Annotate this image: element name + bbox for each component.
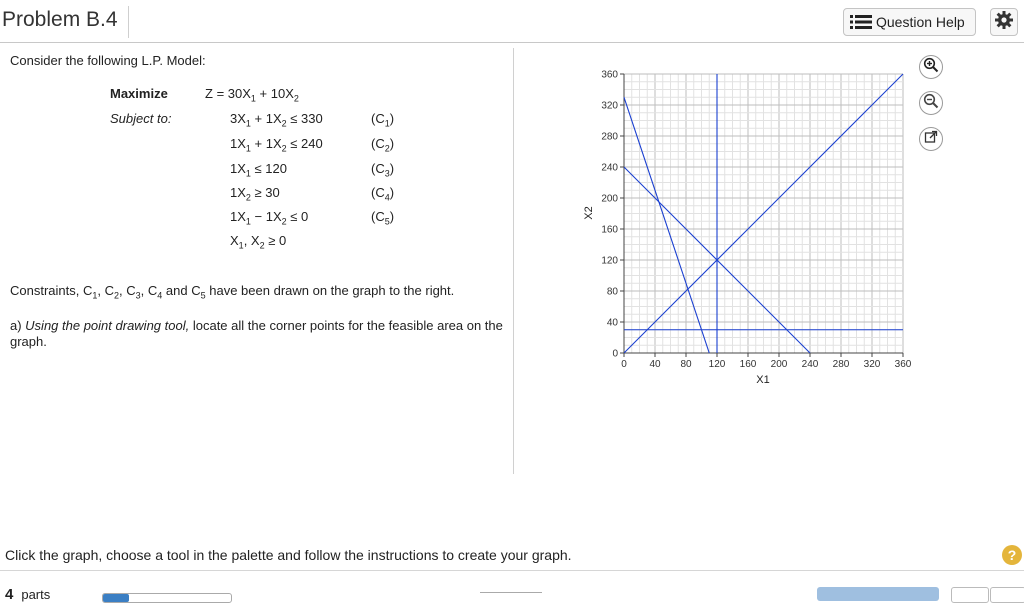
x-tick-label: 160 (739, 359, 757, 370)
y-tick-label: 40 (606, 317, 618, 329)
top-bar (0, 0, 1024, 43)
x-tick-label: 200 (770, 359, 788, 370)
y-tick-label: 0 (612, 348, 618, 360)
lp-graph[interactable] (576, 62, 916, 392)
y-tick-label: 200 (601, 193, 618, 205)
constraint-c3: $1X_1 \le 120$ (230, 161, 287, 179)
constraint-label-c2: $(C_2)$ (371, 136, 395, 154)
constraint-c5: $1X_1 - 1X_2 \le 0$ (230, 209, 309, 227)
y-tick-label: 280 (601, 131, 618, 143)
clear-all-button[interactable] (480, 592, 542, 601)
zoom-out-button[interactable] (919, 91, 943, 115)
problem-title: Problem B.4 (2, 8, 118, 31)
constraint-label-c3: $(C_3)$ (371, 161, 395, 179)
question-help-button[interactable] (843, 8, 976, 36)
constraint-label-c5: $(C_5)$ (371, 209, 395, 227)
x-tick-label: 80 (680, 359, 692, 370)
y-tick-label: 240 (601, 162, 618, 174)
panel-divider (513, 48, 514, 474)
y-tick-label: 120 (601, 255, 618, 267)
footer-divider (0, 570, 1024, 571)
objective-function: $Z = 30X_1 + 10X_2$ (205, 86, 299, 104)
y-tick-label: 160 (601, 224, 618, 236)
x-tick-label: 320 (863, 359, 881, 370)
constraint-c4: $1X_2 \ge 30$ (230, 185, 280, 203)
zoom-in-button[interactable] (919, 55, 943, 79)
next-button[interactable] (990, 587, 1024, 603)
gear-icon (994, 10, 1014, 35)
subject-to-label: Subject to: (110, 111, 172, 126)
constraint-c2: $1X_1 + 1X_2 \le 240$ (230, 136, 323, 154)
question-help-label: Question Help (876, 14, 965, 30)
popout-button[interactable] (919, 127, 943, 151)
x-tick-label: 360 (894, 359, 912, 370)
parts-label: parts (21, 587, 51, 602)
parts-indicator (5, 586, 50, 603)
nonnegativity-constraint: $X_1$, $X_2 \ge 0$ (230, 233, 287, 251)
constraints-drawn-note: Constraints, $C_1$, $C_2$, $C_3$, $C_4$ and $C_5$ have been drawn on the graph to the right. (10, 283, 455, 301)
parts-count: 4 (5, 586, 14, 603)
constraint-c1: $3X_1 + 1X_2 \le 330$ (230, 111, 323, 129)
settings-button[interactable] (990, 8, 1018, 36)
previous-button[interactable] (951, 587, 989, 603)
part-a-question: a) Using the point drawing tool, locate all the corner points for the feasible area on the graph. (10, 318, 503, 349)
y-tick-label: 360 (601, 69, 618, 81)
x-tick-label: 240 (801, 359, 819, 370)
parts-progress-fill (103, 594, 129, 602)
zoom-out-icon (923, 93, 939, 114)
constraint-label-c1: $(C_1)$ (371, 111, 395, 129)
help-button[interactable]: ? (1002, 545, 1022, 565)
y-axis-label: X2 (583, 206, 595, 220)
maximize-label: Maximize (110, 86, 168, 101)
problem-prompt: Consider the following L.P. Model: (10, 53, 206, 68)
x-axis-label: X1 (756, 374, 770, 386)
x-tick-label: 40 (649, 359, 661, 370)
graph-instructions: Click the graph, choose a tool in the palette and follow the instructions to create your graph. (5, 547, 572, 563)
zoom-in-icon (923, 57, 939, 78)
list-icon (850, 14, 872, 30)
check-answer-button[interactable] (817, 587, 939, 601)
external-link-icon (924, 130, 938, 149)
x-tick-label: 120 (708, 359, 726, 370)
x-tick-label: 280 (832, 359, 850, 370)
y-tick-label: 80 (606, 286, 618, 298)
title-divider (128, 6, 129, 38)
constraint-label-c4: $(C_4)$ (371, 185, 395, 203)
parts-progress-bar (102, 593, 232, 603)
x-tick-label: 0 (621, 359, 627, 370)
y-tick-label: 320 (601, 100, 618, 112)
